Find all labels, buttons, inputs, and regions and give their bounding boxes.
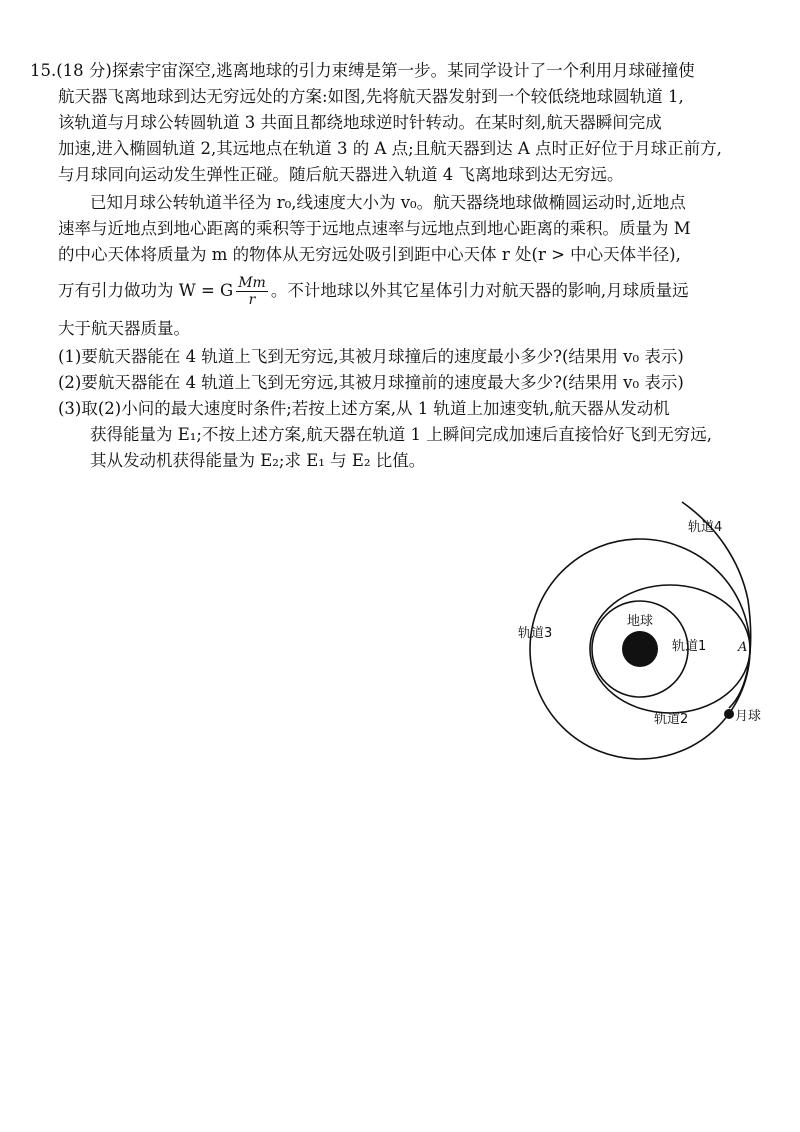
question-line-2: 航天器飞离地球到达无穷远处的方案:如图,先将航天器发射到一个较低绕地球圆轨道 1, — [58, 87, 684, 106]
label-orbit4: 轨道4 — [688, 520, 723, 535]
label-orbit3: 轨道3 — [518, 626, 553, 641]
orbit-3-circle — [530, 539, 750, 759]
para2-last-line: 大于航天器质量。 — [58, 319, 190, 338]
para2-line-1: 已知月球公转轨道半径为 r₀,线速度大小为 v₀。航天器绕地球做椭圆运动时,近地点 — [90, 193, 686, 212]
question-line-3: 该轨道与月球公转圆轨道 3 共面且都绕地球逆时针转动。在某时刻,航天器瞬间完成 — [58, 113, 662, 132]
para2-line-2: 速率与近地点到地心距离的乘积等于远地点速率与远地点到地心距离的乘积。质量为 M — [58, 219, 691, 238]
orbit-2-ellipse — [590, 585, 750, 713]
subquestion-3-line-2: 获得能量为 E₁;不按上述方案,航天器在轨道 1 上瞬间完成加速后直接恰好飞到无穷远, — [90, 425, 712, 444]
orbit-1-circle — [592, 601, 688, 697]
gravity-work-fraction — [236, 275, 268, 308]
question-line-5: 与月球同向运动发生弹性正碰。随后航天器进入轨道 4 飞离地球到达无穷远。 — [58, 165, 624, 184]
subquestion-2: (2)要航天器能在 4 轨道上飞到无穷远,其被月球撞前的速度最大多少?(结果用 v₀ 表示) — [58, 373, 684, 392]
label-earth: 地球 — [627, 614, 654, 629]
subquestion-3-line-3: 其从发动机获得能量为 E₂;求 E₁ 与 E₂ 比值。 — [90, 451, 426, 470]
label-orbit1: 轨道1 — [672, 639, 707, 654]
label-orbit2: 轨道2 — [654, 712, 689, 727]
question-line-4: 加速,进入椭圆轨道 2,其远地点在轨道 3 的 A 点;且航天器到达 A 点时正好位于月球正前方, — [58, 139, 722, 158]
subquestion-3-line-1: (3)取(2)小问的最大速度时条件;若按上述方案,从 1 轨道上加速变轨,航天器从发动机 — [58, 399, 670, 418]
moon-dot — [724, 709, 734, 719]
question-score: (18 分) — [56, 61, 112, 80]
orbit-4-path — [682, 502, 751, 708]
question-text: 探索宇宙深空,逃离地球的引力束缚是第一步。某同学设计了一个利用月球碰撞使 — [111, 61, 695, 80]
formula-line — [58, 273, 689, 309]
earth-disk — [622, 631, 658, 667]
para2-line-3: 的中心天体将质量为 m 的物体从无穷远处吸引到距中心天体 r 处(r > 中心天体半径), — [58, 245, 681, 264]
label-A: A — [738, 640, 748, 655]
question-number: 15. — [30, 61, 57, 80]
fraction-denominator: r — [248, 292, 256, 308]
subquestion-1: (1)要航天器能在 4 轨道上飞到无穷远,其被月球撞后的速度最小多少?(结果用 v₀ 表示) — [58, 347, 684, 366]
question-line-1 — [30, 60, 695, 82]
formula-prefix: 万有引力做功为 W = G — [58, 281, 234, 300]
fraction-numerator: Mm — [238, 275, 266, 291]
label-moon: 月球 — [735, 709, 762, 724]
formula-suffix: 。不计地球以外其它星体引力对航天器的影响,月球质量远 — [270, 281, 689, 300]
